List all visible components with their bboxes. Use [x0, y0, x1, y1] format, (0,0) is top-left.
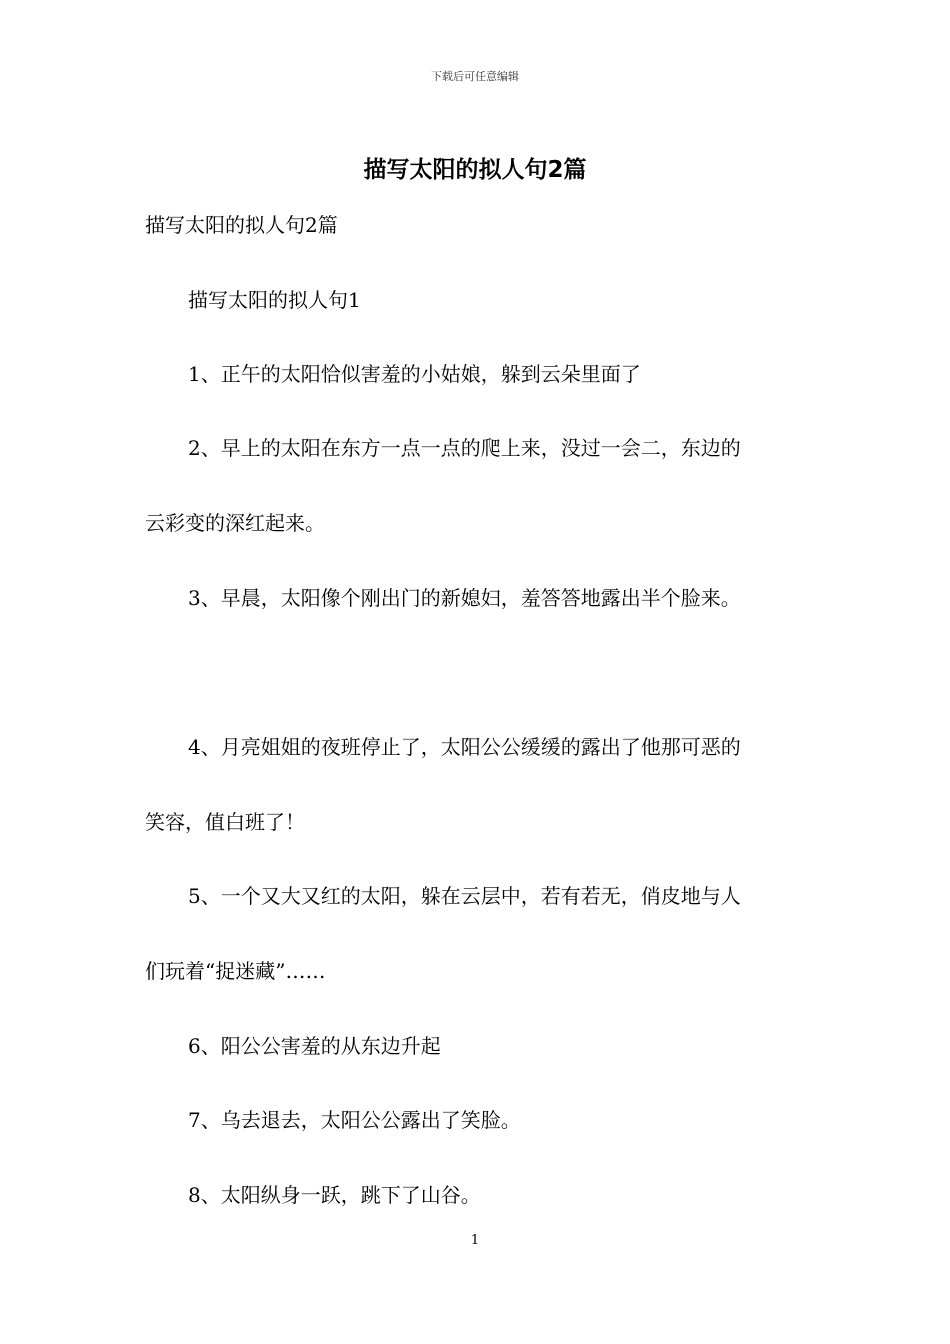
- paragraph-line: 4、月亮姐姐的夜班停止了，太阳公公缓缓的露出了他那可恶的: [188, 735, 741, 759]
- document-title: 描写太阳的拟人句2篇: [363, 157, 587, 183]
- paragraph-line: 7、乌去退去，太阳公公露出了笑脸。: [188, 1108, 521, 1132]
- section-heading: 描写太阳的拟人句1: [188, 288, 361, 312]
- header-note: 下载后可任意编辑: [431, 70, 519, 83]
- paragraph-line: 8、太阳纵身一跃，跳下了山谷。: [188, 1183, 481, 1207]
- paragraph-line: 云彩变的深红起来。: [145, 511, 325, 535]
- paragraph-line: 2、早上的太阳在东方一点一点的爬上来，没过一会二，东边的: [188, 436, 741, 460]
- paragraph-line: 5、一个又大又红的太阳，躲在云层中，若有若无，俏皮地与人: [188, 884, 741, 908]
- paragraph-line: 6、阳公公害羞的从东边升起: [188, 1034, 441, 1058]
- page-number: 1: [470, 1233, 480, 1248]
- paragraph-line: 笑容，值白班了！: [145, 810, 305, 834]
- paragraph-line: 们玩着“捉迷藏”……: [145, 959, 326, 983]
- document-subtitle: 描写太阳的拟人句2篇: [145, 213, 338, 237]
- paragraph-line: 1、正午的太阳恰似害羞的小姑娘，躲到云朵里面了: [188, 362, 641, 386]
- paragraph-line: 3、早晨，太阳像个刚出门的新媳妇，羞答答地露出半个脸来。: [188, 586, 741, 610]
